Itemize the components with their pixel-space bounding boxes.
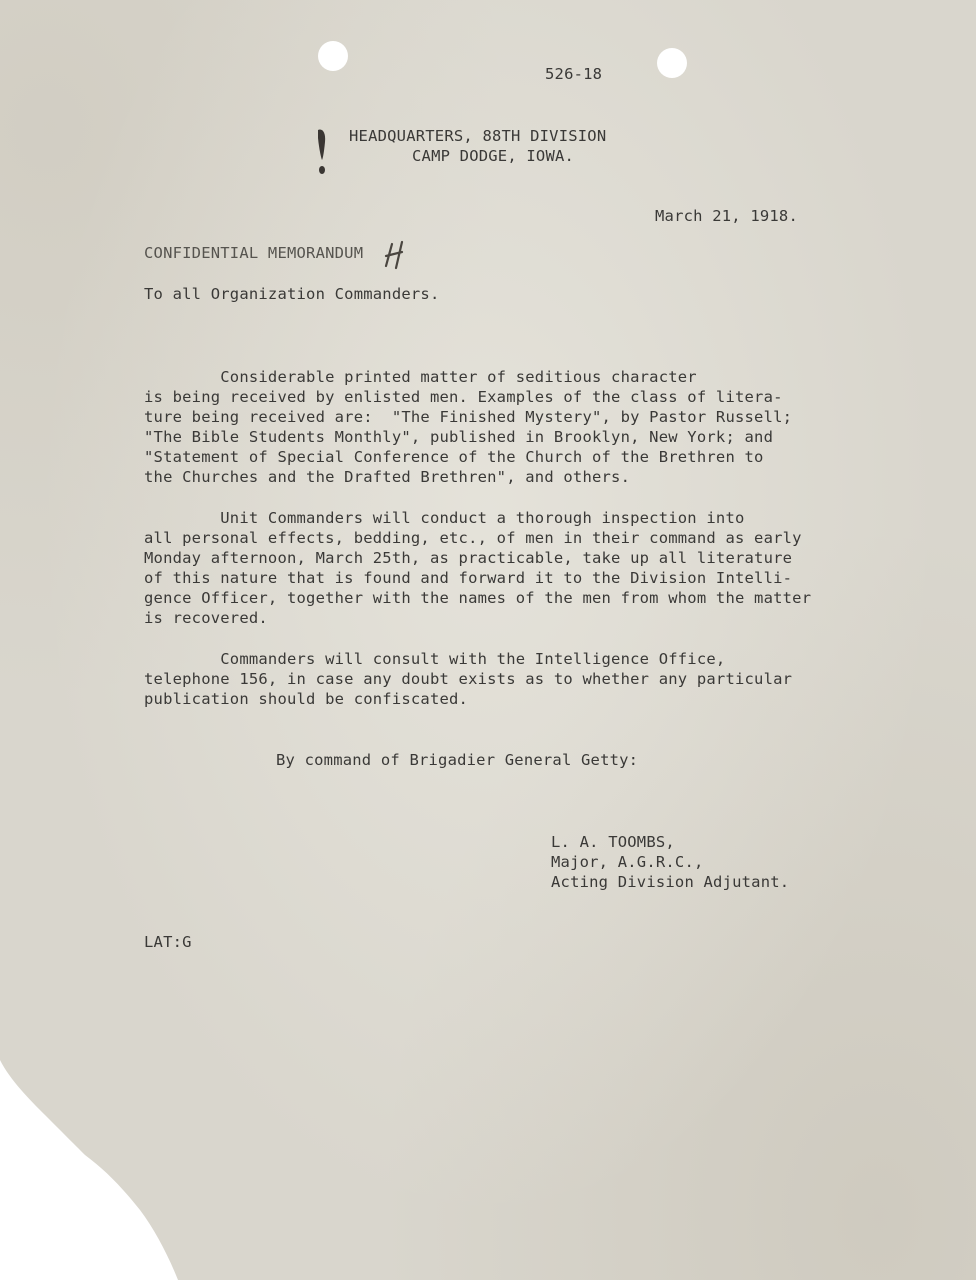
punch-hole-left <box>318 41 348 71</box>
paragraph-line: Commanders will consult with the Intelligence Office, <box>144 650 726 668</box>
paragraph-line: "Statement of Special Conference of the Church of the Brethren to <box>144 448 764 466</box>
ink-blot <box>316 128 330 176</box>
file-number: 526-18 <box>545 65 603 83</box>
paragraph-line: publication should be confiscated. <box>144 690 469 708</box>
memo-title: CONFIDENTIAL MEMORANDUM <box>144 244 364 262</box>
header-line-2: CAMP DODGE, IOWA. <box>412 147 575 165</box>
paragraph-line: Considerable printed matter of seditious character <box>144 368 697 386</box>
paragraph-line: the Churches and the Drafted Brethren", and others. <box>144 468 631 486</box>
paragraph-line: Unit Commanders will conduct a thorough inspection into <box>144 509 745 527</box>
signature-name: L. A. TOOMBS, <box>551 833 675 851</box>
paragraph-line: ture being received are: "The Finished Mystery", by Pastor Russell; <box>144 408 793 426</box>
paragraph-line: Monday afternoon, March 25th, as practicable, take up all literature <box>144 549 793 567</box>
paragraph-line: telephone 156, in case any doubt exists as to whether any particular <box>144 670 793 688</box>
typist-initials: LAT:G <box>144 933 192 951</box>
punch-hole-right <box>657 48 687 78</box>
header-line-1: HEADQUARTERS, 88TH DIVISION <box>349 127 607 145</box>
signature-rank: Major, A.G.R.C., <box>551 853 704 871</box>
paragraph-line: gence Officer, together with the names of the men from whom the matter <box>144 589 812 607</box>
command-line: By command of Brigadier General Getty: <box>276 751 639 769</box>
paragraph-line: of this nature that is found and forward it to the Division Intelli- <box>144 569 793 587</box>
torn-corner <box>0 1060 200 1280</box>
signature-title: Acting Division Adjutant. <box>551 873 790 891</box>
paragraph-line: "The Bible Students Monthly", published in Brooklyn, New York; and <box>144 428 774 446</box>
addressee: To all Organization Commanders. <box>144 285 440 303</box>
paragraph-line: is being received by enlisted men. Examples of the class of litera- <box>144 388 783 406</box>
handwritten-number <box>382 240 406 270</box>
paragraph-line: is recovered. <box>144 609 268 627</box>
paragraph-line: all personal effects, bedding, etc., of men in their command as early <box>144 529 802 547</box>
memo-date: March 21, 1918. <box>655 207 798 225</box>
